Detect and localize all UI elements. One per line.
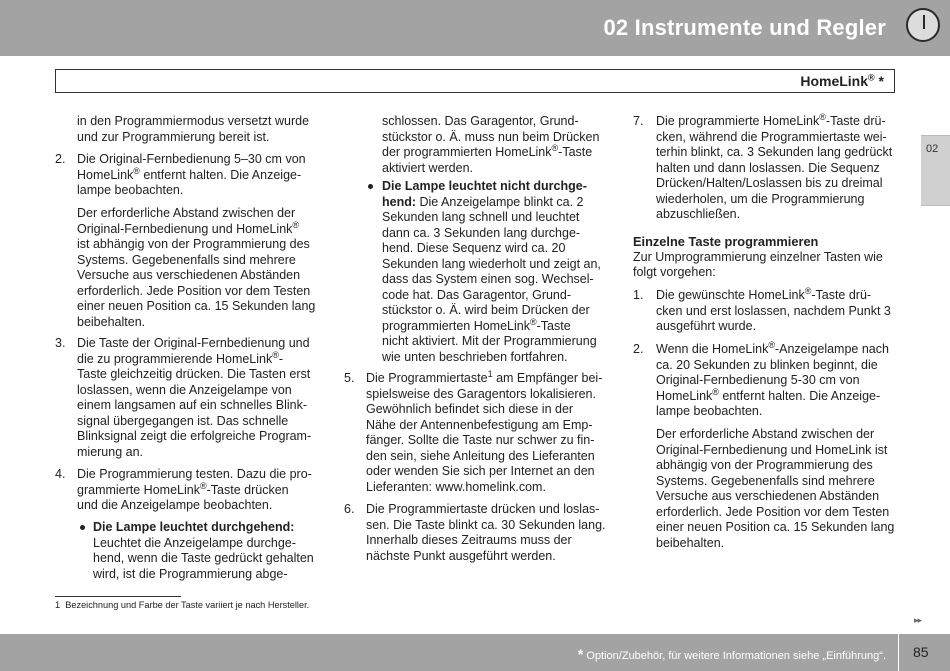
section-title: HomeLink® * [800, 72, 884, 89]
speedometer-gauge-icon [906, 8, 940, 42]
list-number: 2. [633, 342, 644, 356]
text-line: abzuschließen. [656, 207, 741, 221]
text-line: Die Lampe leuchtet nicht durchge- [382, 179, 587, 193]
text-line: beibehalten. [77, 314, 146, 329]
text-line: Die Taste der Original-Fernbedienung und [77, 336, 310, 350]
text-line: Systems. Gegebenenfalls sind mehrere [77, 252, 296, 267]
text-line: einem langsamen auf ein schnelles Blink- [77, 398, 307, 412]
text-line: HomeLink® entfernt halten. Die Anzeige- [77, 165, 302, 182]
text-line: Leuchtet die Anzeigelampe durchge- [93, 535, 296, 550]
text-line: nicht aktiviert. Mit der Programmierung [382, 334, 597, 348]
chapter-title: 02 Instrumente und Regler [603, 15, 886, 40]
text-line: ca. 20 Sekunden zu blinken beginnt, die [656, 357, 878, 372]
text-line: lampe beobachten. [656, 404, 763, 418]
text-line: Die Programmierung testen. Dazu die pro- [77, 467, 312, 481]
text-line: Die Programmiertaste$^1$ am Empfänger bei- [366, 368, 603, 385]
text-line: Die Lampe leuchtet durchgehend: [93, 520, 295, 534]
chapter-side-tab[interactable] [921, 135, 950, 206]
list-number: 4. [55, 467, 66, 481]
text-line: erforderlich. Jede Position vor dem Testen [77, 283, 311, 298]
text-line: Der erforderliche Abstand zwischen der [656, 427, 875, 441]
next-page-arrows-icon[interactable]: ▸▸ [914, 615, 922, 625]
text-line: Blinksignal zeigt die erfolgreiche Program- [77, 429, 312, 443]
text-line: HomeLink® entfernt halten. Die Anzeige- [656, 386, 881, 403]
text-line: code hat. Das Garagentor, Grund- [382, 287, 571, 302]
text-line: cken, während die Programmiertaste wei- [656, 129, 887, 144]
col1-intro-line: und zur Programmierung bereit ist. [77, 129, 270, 144]
text-line: und die Anzeigelampe beobachten. [77, 498, 273, 512]
footer-note: * Option/Zubehör, für weitere Informationen siehe „Einführung“. [577, 646, 886, 662]
page-number: 85 [913, 644, 929, 660]
text-line: ausgeführt wurde. [656, 319, 757, 333]
text-line: Systems. Gegebenenfalls sind mehrere [656, 473, 875, 488]
text-line: einer neuen Position ca. 15 Sekunden lang [656, 520, 895, 534]
text-line: Zur Umprogrammierung einzelner Tasten wie [633, 249, 883, 264]
text-line: Innerhalb dieses Zeitraums muss der [366, 533, 572, 547]
text-line: grammierte HomeLink®-Taste drücken [77, 480, 289, 497]
text-line: die zu programmierende HomeLink®- [77, 349, 284, 366]
text-line: Die Programmiertaste drücken und loslas- [366, 502, 600, 516]
text-line: schlossen. Das Garagentor, Grund- [382, 114, 579, 128]
col1-intro-line: in den Programmiermodus versetzt wurde [77, 114, 310, 128]
text-line: Nähe der Antennenbefestigung am Emp- [366, 417, 593, 432]
text-line: dass das System einen sog. Wechsel- [382, 272, 594, 286]
text-line: fänger. Sollte die Taste nur schwer zu fin- [366, 433, 595, 447]
subsection-heading: Einzelne Taste programmieren [633, 234, 819, 249]
text-line: mierung an. [77, 444, 144, 459]
text-line: stückstor o. Ä. muss nun beim Drücken [382, 129, 600, 144]
text-line: signal übergegangen ist. Das schnelle [77, 413, 289, 428]
text-line: Original-Fernbedienung und HomeLink® [77, 219, 300, 236]
chapter-side-tab-label: 02 [926, 143, 939, 155]
text-line: Drücken/Halten/Loslassen bis zu dreimal [656, 176, 883, 190]
bullet-dot [368, 184, 373, 189]
text-line: terhin blinkt, ca. 3 Sekunden lang gedrückt [656, 145, 893, 159]
text-line: stückstor o. Ä. wird beim Drücken der [382, 303, 590, 317]
list-number: 7. [633, 114, 644, 128]
text-line: cken und erst loslassen, nachdem Punkt 3 [656, 303, 891, 318]
text-line: Sekunden lang wiederholt und zeigt an, [382, 256, 601, 271]
text-line: der programmierten HomeLink®-Taste [382, 142, 593, 159]
text-line: folgt vorgehen: [633, 265, 716, 279]
list-number: 5. [344, 371, 355, 385]
text-line: loslassen, wenn die Anzeigelampe von [77, 382, 292, 397]
text-line: programmierten HomeLink®-Taste [382, 316, 571, 333]
list-number: 3. [55, 336, 66, 350]
footnote-divider [55, 596, 181, 597]
text-line: Gewöhnlich befindet sich diese in der [366, 402, 574, 416]
text-line: erforderlich. Jede Position vor dem Testen [656, 504, 890, 519]
footer-divider [898, 634, 899, 671]
text-line: ist abhängig von der Programmierung des [77, 237, 310, 251]
list-number: 6. [344, 502, 355, 516]
text-line: beibehalten. [656, 535, 725, 550]
text-line: Original-Fernbedienung 5-30 cm von [656, 373, 860, 387]
text-line: abhängig von der Programmierung des [656, 458, 873, 472]
text-line: Der erforderliche Abstand zwischen der [77, 206, 296, 220]
text-line: Taste gleichzeitig drücken. Die Tasten erst [77, 367, 311, 381]
text-line: Versuche aus verschiedenen Abständen [77, 268, 301, 282]
text-line: wie unten beschrieben fortfahren. [382, 349, 568, 364]
text-line: Die programmierte HomeLink®-Taste drü- [656, 111, 886, 128]
text-line: aktiviert werden. [382, 160, 474, 175]
text-line: wird, ist die Programmierung abge- [93, 566, 288, 581]
bullet-dot [80, 525, 85, 530]
text-line: Die Original-Fernbedienung 5–30 cm von [77, 152, 306, 166]
text-line: hend: Die Anzeigelampe blinkt ca. 2 [382, 194, 584, 209]
text-line: oder wenden Sie sich per Internet an den [366, 464, 595, 478]
text-line: sen. Die Taste blinkt ca. 30 Sekunden lang. [366, 517, 606, 532]
text-line: hend. Diese Sequenz wird ca. 20 [382, 241, 566, 255]
text-line: halten und dann loslassen. Die Sequenz [656, 160, 880, 175]
text-line: Lieferanten: www.homelink.com. [366, 479, 546, 494]
text-line: Wenn die HomeLink®-Anzeigelampe nach [656, 339, 889, 356]
text-line: lampe beobachten. [77, 183, 184, 197]
text-line: spielsweise des Garagentors lokalisieren. [366, 386, 596, 401]
text-line: Original-Fernbedienung und HomeLink ist [656, 442, 888, 457]
section-title-box [55, 69, 895, 93]
text-line: nächste Punkt ausgeführt werden. [366, 548, 556, 563]
footnote: 1 Bezeichnung und Farbe der Taste variiert je nach Hersteller. [55, 600, 310, 610]
text-line: Die gewünschte HomeLink®-Taste drü- [656, 285, 872, 302]
text-line: wiederholen, um die Programmierung [656, 191, 865, 206]
text-line: Sekunden lang schnell und leuchtet [382, 210, 580, 224]
text-line: hend, wenn die Taste gedrückt gehalten [93, 551, 314, 565]
text-line: dann ca. 3 Sekunden lang durchge- [382, 225, 581, 240]
text-line: einer neuen Position ca. 15 Sekunden lang [77, 299, 316, 313]
text-line: Versuche aus verschiedenen Abständen [656, 489, 880, 503]
list-number: 1. [633, 288, 644, 302]
list-number: 2. [55, 152, 66, 166]
text-line: den sein, siehe Anleitung des Lieferanten [366, 448, 595, 463]
